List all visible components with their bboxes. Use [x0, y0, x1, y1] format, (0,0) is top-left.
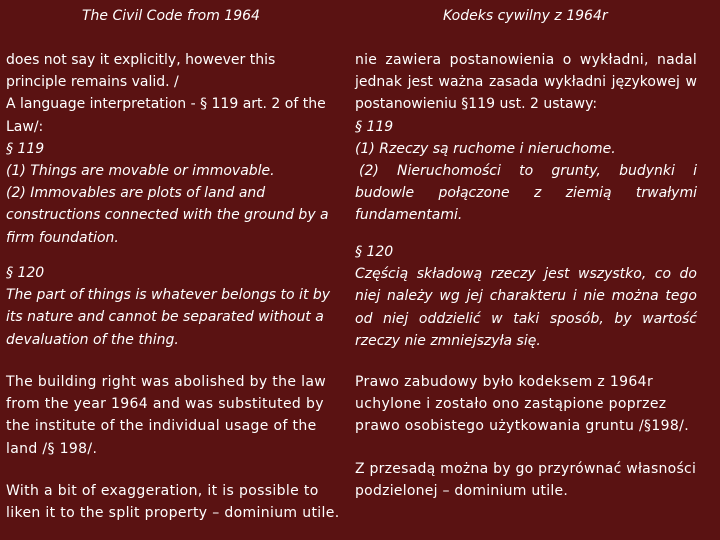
text-line: devaluation of the thing. — [6, 331, 179, 348]
right-block-dominium-utile — [355, 458, 697, 502]
right-block-prawo-zabudowy — [355, 371, 697, 438]
text-line: the institute of the individual usage of the — [6, 418, 317, 435]
text-line: The part of things is whatever belongs to it by — [6, 287, 331, 304]
text-line: With a bit of exaggeration, it is possible to — [6, 483, 319, 499]
text-line: constructions connected with the ground by a — [6, 207, 329, 224]
text-line: principle remains valid. / — [6, 74, 179, 91]
text-line: (1) Things are movable or immovable. — [6, 163, 275, 180]
text-line: budowle połączone z ziemią trwałymi — [355, 185, 697, 202]
left-block-section-120 — [6, 262, 342, 351]
text-line: nie zawiera postanowienia o wykładni, nadal — [355, 52, 697, 68]
text-line: (1) Rzeczy są ruchome i nieruchome. — [355, 140, 616, 157]
text-line: prawo osobistego użytkowania gruntu /§198/. — [355, 418, 690, 435]
section-number: § 119 — [6, 140, 45, 157]
section-number: § 120 — [6, 265, 45, 281]
text-line: niej należy wg jej charakteru i nie można tego — [355, 288, 697, 305]
text-line: jednak jest ważna zasada wykładni językowej w — [355, 74, 697, 91]
text-line: uchylone i zostało ono zastąpione poprzez — [355, 396, 667, 413]
text-line: fundamentami. — [355, 207, 463, 224]
left-block-civil-code-principle — [6, 49, 342, 249]
text-line: its nature and cannot be separated without a — [6, 309, 324, 326]
text-line: Częścią składową rzeczy jest wszystko, co do — [355, 266, 697, 283]
right-column-title: Kodeks cywilny z 1964r — [443, 8, 608, 24]
text-line: Z przesadą można by go przyrównać własności — [355, 461, 697, 477]
text-line: (2) Nieruchomości to grunty, budynki i — [359, 163, 697, 180]
text-line: does not say it explicitly, however this — [6, 52, 276, 68]
text-line: The building right was abolished by the law — [6, 374, 327, 390]
text-line: Prawo zabudowy było kodeksem z 1964r — [355, 374, 654, 390]
text-line: podzielonej – dominium utile. — [355, 483, 569, 500]
right-block-paragraf-120 — [355, 241, 697, 352]
left-block-dominium-utile — [6, 480, 342, 524]
text-line: from the year 1964 and was substituted by — [6, 396, 324, 413]
text-line: A language interpretation - § 119 art. 2 of the — [6, 96, 326, 113]
text-line: Law/: — [6, 118, 44, 135]
left-block-building-right — [6, 371, 342, 460]
text-line: od niej oddzielić w taki sposób, by wartość — [355, 310, 697, 327]
text-line: postanowieniu §119 ust. 2 ustawy: — [355, 96, 598, 113]
text-line: (2) Immovables are plots of land and — [6, 185, 266, 202]
text-line: land /§ 198/. — [6, 440, 98, 457]
text-line: firm foundation. — [6, 229, 119, 246]
section-number: § 119 — [355, 118, 394, 135]
text-line: rzeczy nie zmniejszyła się. — [355, 332, 541, 349]
text-line: liken it to the split property – dominium utile. — [6, 505, 340, 522]
left-column-title: The Civil Code from 1964 — [82, 8, 260, 24]
right-block-kodeks-principle — [355, 49, 697, 227]
section-number: § 120 — [355, 244, 394, 260]
